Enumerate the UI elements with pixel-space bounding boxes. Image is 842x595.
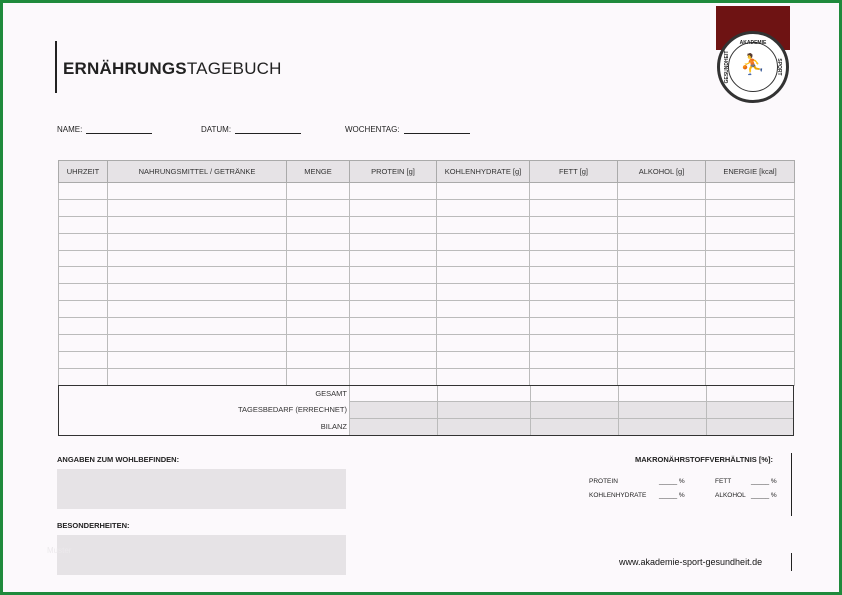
table-cell[interactable] xyxy=(350,318,437,335)
table-cell[interactable] xyxy=(287,199,350,216)
table-cell[interactable] xyxy=(108,335,287,352)
table-cell[interactable] xyxy=(287,183,350,200)
table-cell[interactable] xyxy=(437,368,530,385)
summary-cell[interactable] xyxy=(618,419,706,435)
table-cell[interactable] xyxy=(108,199,287,216)
table-cell[interactable] xyxy=(437,267,530,284)
summary-row-gesamt xyxy=(59,386,793,402)
table-cell[interactable] xyxy=(108,216,287,233)
table-cell[interactable] xyxy=(287,318,350,335)
title-bold: ERNÄHRUNGS xyxy=(63,59,187,78)
summary-cell[interactable] xyxy=(349,402,437,418)
table-cell[interactable] xyxy=(59,267,108,284)
table-cell[interactable] xyxy=(706,250,795,267)
table-cell[interactable] xyxy=(350,233,437,250)
column-header: ALKOHOL [g] xyxy=(618,161,706,183)
table-cell[interactable] xyxy=(618,199,706,216)
table-cell[interactable] xyxy=(287,368,350,385)
table-cell[interactable] xyxy=(108,183,287,200)
table-cell[interactable] xyxy=(618,335,706,352)
weekday-label: WOCHENTAG: xyxy=(345,125,400,134)
summary-cell[interactable] xyxy=(437,419,530,435)
table-row xyxy=(59,250,795,267)
macro-title: MAKRONÄHRSTOFFVERHÄLTNIS [%]: xyxy=(635,455,774,464)
table-cell[interactable] xyxy=(437,250,530,267)
table-cell[interactable] xyxy=(350,368,437,385)
table-row xyxy=(59,368,795,385)
table-cell[interactable] xyxy=(108,284,287,301)
table-cell[interactable] xyxy=(437,233,530,250)
table-cell[interactable] xyxy=(437,216,530,233)
table-cell[interactable] xyxy=(437,284,530,301)
table-row xyxy=(59,351,795,368)
summary-cell[interactable] xyxy=(437,402,530,418)
table-cell[interactable] xyxy=(108,233,287,250)
summary-cell[interactable] xyxy=(706,419,793,435)
special-notes-box[interactable] xyxy=(57,535,346,575)
summary-cell[interactable] xyxy=(706,402,793,418)
summary-cell[interactable] xyxy=(530,402,618,418)
table-cell[interactable] xyxy=(59,250,108,267)
table-cell[interactable] xyxy=(530,335,618,352)
column-header: PROTEIN [g] xyxy=(350,161,437,183)
table-cell[interactable] xyxy=(59,301,108,318)
table-cell[interactable] xyxy=(59,351,108,368)
badge-text-right: SPORT xyxy=(776,58,782,76)
table-cell[interactable] xyxy=(287,267,350,284)
table-cell[interactable] xyxy=(108,351,287,368)
title-rest: TAGEBUCH xyxy=(186,59,282,78)
table-cell[interactable] xyxy=(287,351,350,368)
table-cell[interactable] xyxy=(287,284,350,301)
macro-protein-value[interactable]: _____ % xyxy=(659,478,685,485)
website-accent-bar xyxy=(791,553,792,571)
column-header: UHRZEIT xyxy=(59,161,108,183)
table-cell[interactable] xyxy=(437,335,530,352)
table-row xyxy=(59,335,795,352)
table-cell[interactable] xyxy=(618,351,706,368)
table-cell[interactable] xyxy=(618,368,706,385)
table-cell[interactable] xyxy=(437,351,530,368)
table-cell[interactable] xyxy=(437,183,530,200)
table-row xyxy=(59,183,795,200)
column-header: FETT [g] xyxy=(530,161,618,183)
table-cell[interactable] xyxy=(706,335,795,352)
column-header: ENERGIE [kcal] xyxy=(706,161,795,183)
table-cell[interactable] xyxy=(706,368,795,385)
table-cell[interactable] xyxy=(350,335,437,352)
summary-cell[interactable] xyxy=(530,419,618,435)
table-cell[interactable] xyxy=(59,233,108,250)
table-cell[interactable] xyxy=(618,284,706,301)
table-cell[interactable] xyxy=(618,183,706,200)
wellbeing-box[interactable] xyxy=(57,469,346,509)
summary-row-tagesbedarf xyxy=(59,402,793,418)
table-cell[interactable] xyxy=(350,250,437,267)
macro-fat-value[interactable]: _____ % xyxy=(751,478,777,485)
macro-alcohol-label: ALKOHOL xyxy=(715,492,746,499)
table-cell[interactable] xyxy=(706,301,795,318)
table-row xyxy=(59,284,795,301)
date-line[interactable] xyxy=(235,125,301,134)
table-cell[interactable] xyxy=(618,233,706,250)
table-cell[interactable] xyxy=(530,183,618,200)
table-cell[interactable] xyxy=(350,183,437,200)
name-line[interactable] xyxy=(86,125,152,134)
table-row xyxy=(59,318,795,335)
table-cell[interactable] xyxy=(437,301,530,318)
table-cell[interactable] xyxy=(350,216,437,233)
table-cell[interactable] xyxy=(350,351,437,368)
column-header: MENGE xyxy=(287,161,350,183)
table-cell[interactable] xyxy=(706,267,795,284)
table-cell[interactable] xyxy=(530,318,618,335)
special-notes-label: BESONDERHEITEN: xyxy=(57,521,130,530)
table-cell[interactable] xyxy=(530,301,618,318)
table-cell[interactable] xyxy=(618,267,706,284)
table-cell[interactable] xyxy=(530,199,618,216)
table-cell[interactable] xyxy=(287,301,350,318)
table-cell[interactable] xyxy=(59,284,108,301)
table-cell[interactable] xyxy=(706,183,795,200)
table-cell[interactable] xyxy=(108,368,287,385)
food-log-table xyxy=(58,160,795,386)
macro-carbs-value[interactable]: _____ % xyxy=(659,492,685,499)
table-cell[interactable] xyxy=(350,301,437,318)
macro-fat-label: FETT xyxy=(715,478,732,485)
table-cell[interactable] xyxy=(530,267,618,284)
table-cell[interactable] xyxy=(530,351,618,368)
table-cell[interactable] xyxy=(59,368,108,385)
table-cell[interactable] xyxy=(350,199,437,216)
date-label: DATUM: xyxy=(201,125,232,134)
table-cell[interactable] xyxy=(530,284,618,301)
summary-cell[interactable] xyxy=(437,386,530,402)
table-cell[interactable] xyxy=(108,318,287,335)
table-cell[interactable] xyxy=(287,216,350,233)
summary-block xyxy=(58,385,794,436)
macro-protein-label: PROTEIN xyxy=(589,478,618,485)
table-cell[interactable] xyxy=(108,250,287,267)
table-cell[interactable] xyxy=(437,199,530,216)
summary-cell[interactable] xyxy=(706,386,793,402)
macro-accent-bar xyxy=(791,453,792,516)
table-cell[interactable] xyxy=(59,183,108,200)
summary-cell[interactable] xyxy=(618,402,706,418)
table-cell[interactable] xyxy=(530,250,618,267)
table-row xyxy=(59,199,795,216)
table-cell[interactable] xyxy=(530,233,618,250)
table-row xyxy=(59,216,795,233)
column-header: KOHLENHYDRATE [g] xyxy=(437,161,530,183)
table-cell[interactable] xyxy=(618,216,706,233)
weekday-field[interactable] xyxy=(345,125,470,134)
table-cell[interactable] xyxy=(59,199,108,216)
table-cell[interactable] xyxy=(706,351,795,368)
table-cell[interactable] xyxy=(108,301,287,318)
table-cell[interactable] xyxy=(59,318,108,335)
watermark-text: Muster xyxy=(47,546,72,555)
name-label: NAME: xyxy=(57,125,83,134)
table-cell[interactable] xyxy=(287,250,350,267)
table-cell[interactable] xyxy=(530,216,618,233)
name-field[interactable] xyxy=(57,125,152,134)
table-cell[interactable] xyxy=(350,267,437,284)
table-cell[interactable] xyxy=(59,216,108,233)
table-cell[interactable] xyxy=(618,301,706,318)
table-row xyxy=(59,267,795,284)
weekday-line[interactable] xyxy=(404,125,470,134)
page-title xyxy=(63,59,282,79)
summary-label: BILANZ xyxy=(320,421,347,431)
website-link[interactable]: www.akademie-sport-gesundheit.de xyxy=(619,557,763,567)
badge-text-left: GESUNDHEIT xyxy=(724,50,730,84)
table-cell[interactable] xyxy=(706,284,795,301)
table-header-row xyxy=(59,161,795,183)
table-cell[interactable] xyxy=(618,318,706,335)
macro-alcohol-value[interactable]: _____ % xyxy=(751,492,777,499)
athlete-icon: ⛹ xyxy=(740,54,765,76)
macro-carbs-label: KOHLENHYDRATE xyxy=(589,492,647,499)
badge-text-top: AKADEMIE xyxy=(739,40,767,46)
table-cell[interactable] xyxy=(706,199,795,216)
table-cell[interactable] xyxy=(287,335,350,352)
column-header: NAHRUNGSMITTEL / GETRÄNKE xyxy=(108,161,287,183)
table-cell[interactable] xyxy=(59,335,108,352)
summary-cell[interactable] xyxy=(349,419,437,435)
title-accent-bar xyxy=(55,41,57,93)
summary-row-bilanz xyxy=(59,419,793,435)
summary-cell[interactable] xyxy=(349,386,437,402)
table-cell[interactable] xyxy=(706,233,795,250)
summary-label: GESAMT xyxy=(315,389,347,398)
date-field[interactable] xyxy=(201,125,301,134)
table-cell[interactable] xyxy=(350,284,437,301)
table-cell[interactable] xyxy=(706,318,795,335)
table-cell[interactable] xyxy=(706,216,795,233)
summary-cell[interactable] xyxy=(530,386,618,402)
wellbeing-label: ANGABEN ZUM WOHLBEFINDEN: xyxy=(57,455,180,464)
summary-cell[interactable] xyxy=(618,386,706,402)
table-row xyxy=(59,301,795,318)
table-cell[interactable] xyxy=(618,250,706,267)
summary-label: TAGESBEDARF (ERRECHNET) xyxy=(237,405,347,415)
table-cell[interactable] xyxy=(108,267,287,284)
table-cell[interactable] xyxy=(287,233,350,250)
table-cell[interactable] xyxy=(437,318,530,335)
academy-logo-badge xyxy=(717,31,789,103)
table-row xyxy=(59,233,795,250)
table-cell[interactable] xyxy=(530,368,618,385)
